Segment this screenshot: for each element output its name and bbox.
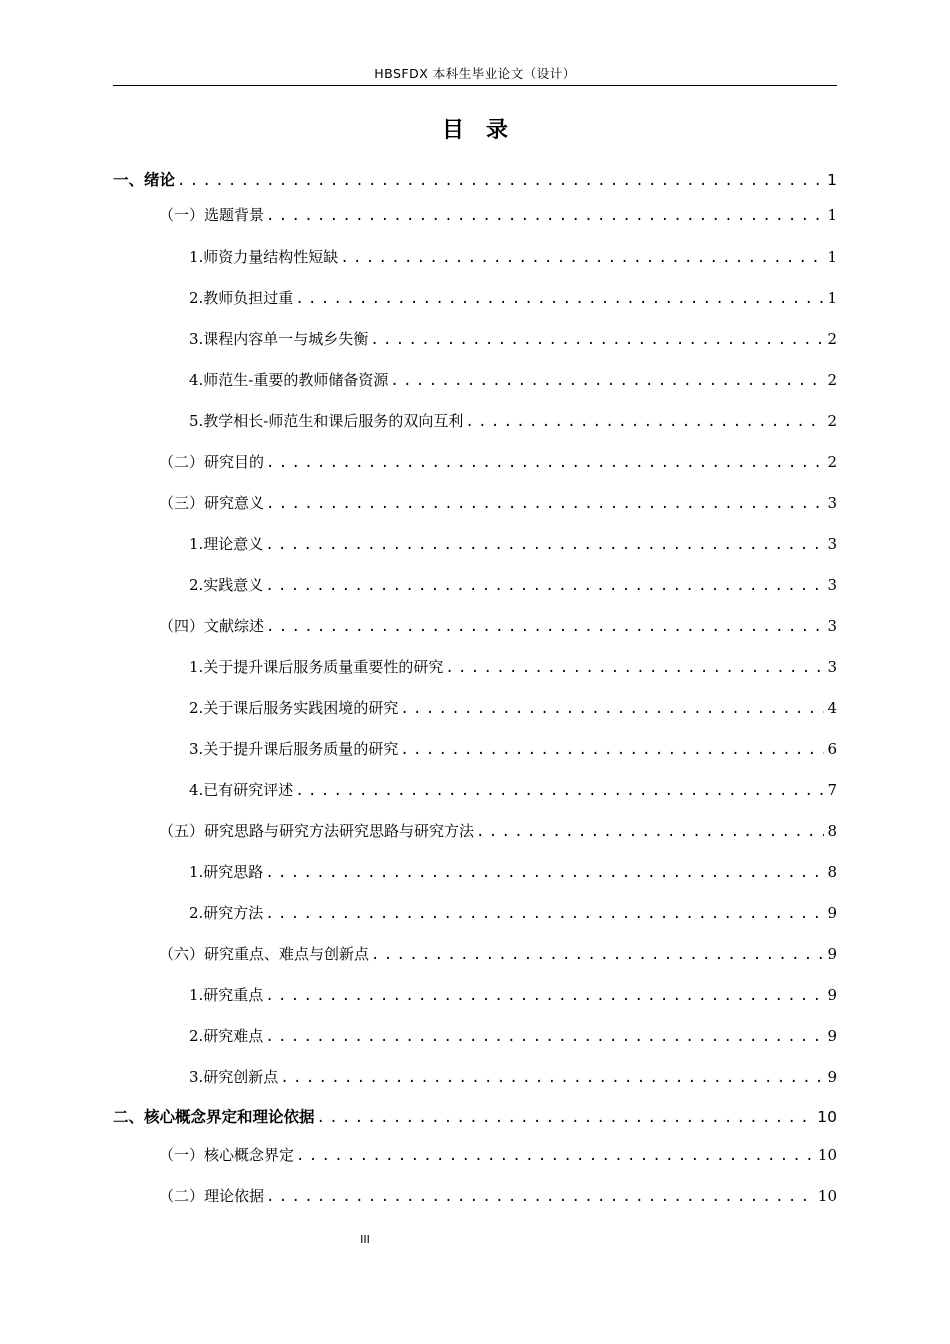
toc-entry (189, 286, 837, 310)
toc-dot-leader (295, 779, 824, 803)
toc-entry (159, 614, 837, 638)
toc-dot-leader (317, 1106, 815, 1130)
toc-entry (189, 532, 837, 556)
toc-entry-page: 3 (827, 617, 837, 635)
toc-entry (189, 1065, 837, 1089)
toc-entry-page: 3 (827, 535, 837, 553)
toc-entry (189, 778, 837, 802)
toc-dot-leader (266, 492, 824, 516)
toc-entry-label: 5.教学相长-师范生和课后服务的双向互利 (189, 412, 464, 430)
toc-entry-page: 1 (827, 171, 837, 189)
toc-entry-label: 2.实践意义 (189, 576, 264, 594)
toc-dot-leader (400, 738, 824, 762)
toc-dot-leader (265, 861, 824, 885)
toc-dot-leader (265, 1025, 824, 1049)
toc-entry-page: 2 (827, 371, 837, 389)
toc-entry (189, 655, 837, 679)
toc-entry-page: 1 (827, 248, 837, 266)
toc-entry-page: 7 (827, 781, 837, 799)
toc-entry-page: 9 (827, 986, 837, 1004)
toc-entry (189, 327, 837, 351)
toc-entry-label: （二）理论依据 (159, 1187, 265, 1205)
toc-entry-page: 2 (827, 330, 837, 348)
toc-dot-leader (266, 1185, 815, 1209)
toc-entry-label: （二）研究目的 (159, 453, 265, 471)
toc-entry (189, 983, 837, 1007)
toc-dot-leader (280, 1066, 824, 1090)
toc-entry (189, 1024, 837, 1048)
toc-entry-page: 1 (827, 206, 837, 224)
toc-entry-page: 10 (817, 1108, 837, 1126)
toc-entry (189, 860, 837, 884)
toc-dot-leader (400, 697, 824, 721)
toc-entry-label: （六）研究重点、难点与创新点 (159, 945, 370, 963)
toc-entry-page: 9 (827, 1068, 837, 1086)
toc-entry (189, 573, 837, 597)
header-rule (113, 85, 837, 86)
toc-entry (159, 1143, 837, 1167)
toc-entry (159, 1184, 837, 1208)
toc-entry-label: 2.关于课后服务实践困境的研究 (189, 699, 399, 717)
toc-dot-leader (265, 984, 824, 1008)
toc-dot-leader (465, 410, 824, 434)
toc-dot-leader (445, 656, 824, 680)
toc-entry-label: 二、核心概念界定和理论依据 (113, 1108, 315, 1126)
toc-dot-leader (371, 943, 824, 967)
toc-entry-page: 9 (827, 1027, 837, 1045)
toc-entry (189, 737, 837, 761)
toc-entry-label: （五）研究思路与研究方法研究思路与研究方法 (159, 822, 475, 840)
page-header: HBSFDX 本科生毕业论文（设计） (374, 66, 576, 81)
toc-entry-page: 1 (827, 289, 837, 307)
toc-entry (189, 901, 837, 925)
toc-dot-leader (295, 287, 824, 311)
toc-dot-leader (370, 328, 824, 352)
toc-entry-label: 1.研究重点 (189, 986, 264, 1004)
toc-entry-page: 9 (827, 904, 837, 922)
toc-entry-label: 2.研究方法 (189, 904, 264, 922)
toc-entry-label: 1.师资力量结构性短缺 (189, 248, 339, 266)
toc-entry (113, 168, 837, 192)
toc-entry (113, 1105, 837, 1129)
toc-entry-label: 1.研究思路 (189, 863, 264, 881)
toc-entry-label: 1.理论意义 (189, 535, 264, 553)
toc-entry-label: （四）文献综述 (159, 617, 265, 635)
toc-entry-page: 9 (827, 945, 837, 963)
toc-dot-leader (265, 533, 824, 557)
toc-entry-label: 2.研究难点 (189, 1027, 264, 1045)
toc-entry (189, 245, 837, 269)
toc-entry-page: 8 (827, 863, 837, 881)
toc-entry-page: 3 (827, 494, 837, 512)
toc-entry-page: 2 (827, 453, 837, 471)
toc-entry-label: 3.课程内容单一与城乡失衡 (189, 330, 369, 348)
toc-entry-label: 一、绪论 (113, 171, 176, 189)
toc-dot-leader (390, 369, 824, 393)
toc-dot-leader (340, 246, 824, 270)
toc-entry-page: 8 (827, 822, 837, 840)
toc-dot-leader (296, 1144, 815, 1168)
toc-dot-leader (177, 169, 824, 193)
toc-entry-label: （三）研究意义 (159, 494, 265, 512)
toc-entry-page: 3 (827, 658, 837, 676)
toc-dot-leader (265, 574, 824, 598)
toc-entry-label: （一）核心概念界定 (159, 1146, 295, 1164)
toc-entry (189, 409, 837, 433)
toc-dot-leader (266, 451, 824, 475)
toc-entry (159, 491, 837, 515)
toc-entry-label: （一）选题背景 (159, 206, 265, 224)
toc-entry-label: 3.研究创新点 (189, 1068, 279, 1086)
toc-entry (189, 696, 837, 720)
toc-entry (189, 368, 837, 392)
toc-entry-label: 4.已有研究评述 (189, 781, 294, 799)
toc-entry (159, 450, 837, 474)
toc-entry-page: 2 (827, 412, 837, 430)
toc-entry-label: 2.教师负担过重 (189, 289, 294, 307)
toc-entry-label: 4.师范生-重要的教师储备资源 (189, 371, 389, 389)
toc-entry (159, 819, 837, 843)
toc-title: 目录 (441, 118, 530, 143)
toc-entry-page: 4 (827, 699, 837, 717)
toc-dot-leader (266, 204, 824, 228)
toc-entry-page: 10 (817, 1146, 837, 1164)
toc-entry-page: 3 (827, 576, 837, 594)
toc-entry (159, 942, 837, 966)
toc-entry-page: 10 (817, 1187, 837, 1205)
toc-dot-leader (266, 615, 824, 639)
toc-dot-leader (265, 902, 824, 926)
toc-dot-leader (476, 820, 824, 844)
toc-entry (159, 203, 837, 227)
toc-entry-page: 6 (827, 740, 837, 758)
toc-entry-label: 3.关于提升课后服务质量的研究 (189, 740, 399, 758)
page-number: III (360, 1233, 370, 1246)
toc-entry-label: 1.关于提升课后服务质量重要性的研究 (189, 658, 444, 676)
